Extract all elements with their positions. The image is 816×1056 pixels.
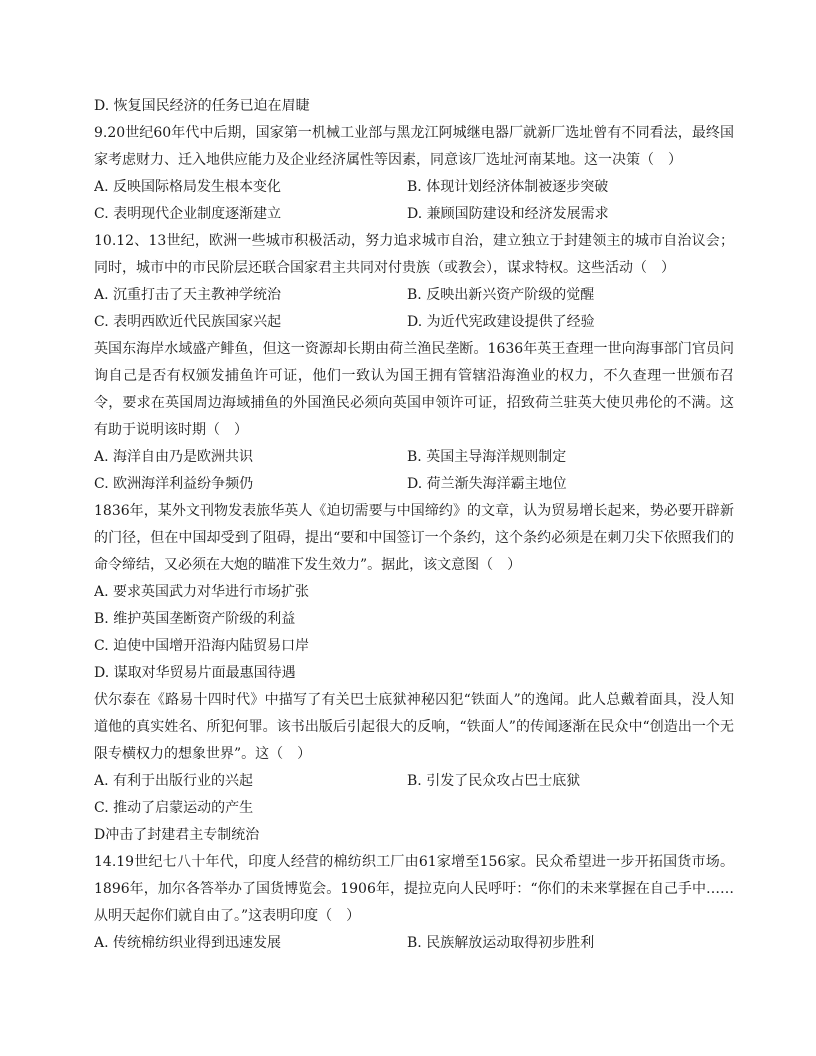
q10-option-b: B. 反映出新兴资产阶级的觉醒 — [407, 287, 595, 303]
q10-option-d: D. 为近代宪政建设提供了经验 — [407, 314, 595, 330]
q11-options-row-2 — [94, 471, 734, 498]
q10-option-c: C. 表明西欧近代民族国家兴起 — [94, 314, 282, 330]
q11-option-c: C. 欧洲海洋利益纷争频仍 — [94, 476, 254, 492]
q14-options-row-1 — [94, 930, 734, 957]
q12-stem: 1836年，某外文刊物发表旅华英人《迫切需要与中国缔约》的文章，认为贸易增长起来，势必要开辟新的门径，但在中国却受到了阻碍，提出“要和中国签订一个条约，这个条约必须是在刺刀尖下依照我们的命令缔结，又必须在大炮的瞄准下发生效力”。据此，该文意图（ ） — [94, 503, 734, 573]
q13-stem: 伏尔泰在《路易十四时代》中描写了有关巴士底狱神秘囚犯“铁面人”的逸闻。此人总戴着面具，没人知道他的真实姓名、所犯何罪。该书出版后引起很大的反响，“铁面人”的传闻逐渐在民众中“创造出一个无限专横权力的想象世界”。这（ ） — [94, 692, 734, 762]
q11-options-row-1 — [94, 444, 734, 471]
q13-option-d: D冲击了封建君主专制统治 — [94, 827, 260, 843]
q14-option-a: A. 传统棉纺织业得到迅速发展 — [94, 935, 282, 951]
q13-option-a: A. 有利于出版行业的兴起 — [94, 773, 254, 789]
q9-option-c: C. 表明现代企业制度逐渐建立 — [94, 206, 282, 222]
q12-option-b: B. 维护英国垄断资产阶级的利益 — [94, 611, 296, 627]
q14-option-b: B. 民族解放运动取得初步胜利 — [407, 935, 595, 951]
q9-options-row-1 — [94, 174, 734, 201]
q9-option-b: B. 体现计划经济体制被逐步突破 — [407, 179, 609, 195]
q9-option-d: D. 兼顾国防建设和经济发展需求 — [407, 206, 609, 222]
q11-option-d: D. 荷兰渐失海洋霸主地位 — [407, 476, 567, 492]
q13-options-row-1 — [94, 768, 734, 795]
exam-content — [94, 93, 734, 957]
q9-options-row-2 — [94, 201, 734, 228]
q11-option-a: A. 海洋自由乃是欧洲共识 — [94, 449, 254, 465]
q13-option-b: B. 引发了民众攻占巴士底狱 — [407, 773, 581, 789]
q9-option-a: A. 反映国际格局发生根本变化 — [94, 179, 282, 195]
q11-stem: 英国东海岸水域盛产鲱鱼，但这一资源却长期由荷兰渔民垄断。1636年英王查理一世向海事部门官员问询自己是否有权颁发捕鱼许可证，他们一致认为国王拥有管辖沿海渔业的权力，不久查理一世颁布召令，要求在英国周边海域捕鱼的外国渔民必须向英国申领许可证，招致荷兰驻英大使贝弗伦的不满。这有助于说明该时期（ ） — [94, 341, 734, 438]
q12-option-d: D. 谋取对华贸易片面最惠国待遇 — [94, 665, 296, 681]
q10-option-a: A. 沉重打击了天主教神学统治 — [94, 287, 282, 303]
q13-option-c: C. 推动了启蒙运动的产生 — [94, 800, 254, 816]
q10-options-row-1 — [94, 282, 734, 309]
q9-stem: 9.20世纪60年代中后期，国家第一机械工业部与黑龙江阿城继电器厂就新厂选址曾有不同看法，最终国家考虑财力、迁入地供应能力及企业经济属性等因素，同意该厂选址河南某地。这一决策（ ） — [94, 125, 734, 168]
q12-option-c: C. 迫使中国增开沿海内陆贸易口岸 — [94, 638, 310, 654]
q12-option-a: A. 要求英国武力对华进行市场扩张 — [94, 584, 310, 600]
q11-option-b: B. 英国主导海洋规则制定 — [407, 449, 567, 465]
q14-stem: 14.19世纪七八十年代，印度人经营的棉纺织工厂由61家增至156家。民众希望进一步开拓国货市场。1896年，加尔各答举办了国货博览会。1906年，提拉克向人民呼吁：“你们的未来掌握在自己手中……从明天起你们就自由了。”这表明印度（ ） — [94, 854, 734, 924]
q10-stem: 10.12、13世纪，欧洲一些城市积极活动，努力追求城市自治，建立独立于封建领主的城市自治议会；同时，城市中的市民阶层还联合国家君主共同对付贵族（或教会），谋求特权。这些活动（ ） — [94, 233, 734, 276]
q10-options-row-2 — [94, 309, 734, 336]
q8-option-d: D. 恢复国民经济的任务已迫在眉睫 — [94, 98, 310, 114]
